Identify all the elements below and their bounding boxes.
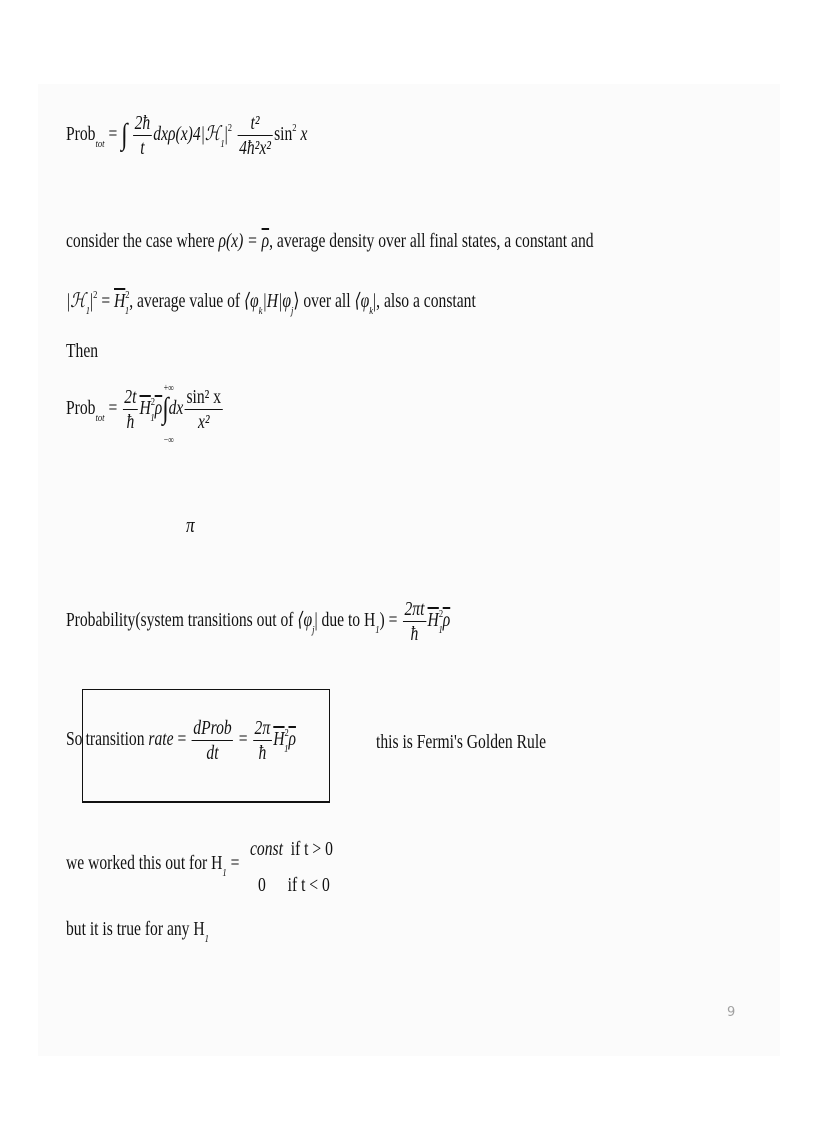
fraction — [192, 717, 234, 764]
eq-sub: k — [369, 305, 374, 317]
math: $\overline{\rho}$ — [288, 728, 296, 751]
eq-sub: j — [290, 305, 294, 317]
text: rate — [148, 728, 174, 751]
eq-sup: 2 — [150, 396, 156, 409]
eq-sub: tot — [95, 412, 105, 425]
frac-den: ħ — [126, 411, 135, 433]
lower-limit: −∞ — [163, 435, 174, 447]
math: = — [173, 728, 191, 751]
text: Probability(system transitions out of — [66, 609, 298, 632]
eq-sup: 2 — [125, 289, 130, 301]
math: $\overline{H}$ — [114, 290, 126, 312]
math: | — [314, 609, 318, 632]
eq-sup: 2 — [284, 727, 289, 740]
eq-text: x — [296, 123, 308, 146]
math: if t > 0 — [290, 838, 333, 860]
frac-den: 4ħ²x² — [239, 137, 271, 159]
eq-sub: 1 — [124, 305, 130, 317]
frac-den: dt — [206, 742, 219, 764]
frac-den: t — [140, 137, 145, 159]
integral-symbol: ∫ — [121, 118, 128, 152]
fraction — [133, 112, 152, 159]
eq-sup: 2 — [438, 608, 444, 621]
frac-den: ħ — [410, 623, 419, 645]
math: 0 — [258, 874, 266, 896]
math: if t < 0 — [287, 874, 330, 896]
math: $\overline{\rho}$ — [261, 230, 270, 252]
text: , average density over all final states, a constant and — [269, 230, 594, 252]
text: over all — [299, 290, 355, 312]
eq-sub: tot — [95, 138, 105, 151]
math: ⟨φ — [297, 609, 313, 632]
math: = — [234, 728, 252, 751]
frac-num: 2π — [254, 717, 271, 739]
math: |ℋ — [66, 290, 86, 312]
text: , also a constant — [376, 290, 476, 312]
line-h1: $|ℋ_1|^2 = \overline{H}^2_1$, average value of $⟨\varphi_k|H|\varphi_j⟩$ over all $⟨\varphi_k|$, also a constant — [66, 289, 476, 317]
text: transition — [85, 728, 149, 751]
eq-sub: 1 — [85, 305, 90, 317]
text: consider the case where — [66, 230, 219, 252]
math: = — [226, 852, 240, 874]
text: we worked this out for H — [66, 852, 223, 874]
math: ⟨φ — [243, 290, 259, 312]
frac-den: ħ — [258, 742, 267, 764]
math: $\overline{H}$ — [273, 728, 285, 751]
eq-text: = — [104, 397, 122, 420]
text: , average value of — [129, 290, 244, 312]
frac-den: x² — [197, 411, 210, 433]
eq-sub: 1 — [438, 624, 443, 637]
fraction — [238, 112, 273, 159]
line-true — [66, 918, 209, 945]
text: So — [66, 728, 83, 751]
math: dx — [168, 397, 184, 420]
math: = — [97, 290, 115, 312]
frac-num: sin² x — [186, 386, 222, 408]
math: ⟨φ — [354, 290, 370, 312]
eq-text: Prob — [66, 123, 96, 146]
text: ) = — [379, 609, 402, 632]
eq-sub: 1 — [222, 867, 227, 879]
equation-probability — [66, 598, 450, 645]
eq-sup: 2 — [227, 122, 233, 135]
eq-text: sin — [274, 123, 293, 146]
case-1 — [250, 838, 333, 861]
then-label: Then — [66, 340, 99, 362]
math: $\overline{\rho}$ — [154, 397, 163, 420]
eq-sub: 1 — [150, 412, 155, 425]
golden-rule-note: this is Fermi's Golden Rule — [376, 731, 547, 753]
equation-golden-rule — [66, 717, 296, 764]
upper-limit: +∞ — [163, 383, 174, 395]
integral-with-limits — [162, 383, 174, 447]
eq-sub: 1 — [284, 743, 289, 756]
eq-text: | — [224, 123, 228, 146]
text: due to H — [317, 609, 376, 632]
case-2 — [258, 874, 330, 897]
integral-symbol: ∫ — [162, 392, 169, 426]
math: | — [373, 290, 377, 312]
equation-prob-tot-2 — [66, 383, 224, 447]
fraction — [123, 386, 138, 433]
math: |H|φ — [262, 290, 291, 312]
pi-symbol: π — [186, 512, 195, 537]
frac-num: dProb — [193, 717, 232, 739]
math: const — [250, 838, 283, 860]
math: ⟩ — [293, 290, 300, 312]
fraction — [403, 598, 426, 645]
page-number: 9 — [727, 1005, 736, 1020]
eq-text: = — [104, 123, 122, 146]
line-consider — [66, 230, 594, 253]
eq-text: dxρ(x)4|ℋ — [153, 123, 221, 146]
eq-sub: 1 — [375, 624, 380, 637]
eq-sup: 2 — [292, 122, 297, 135]
eq-text: Prob — [66, 397, 96, 420]
eq-sub: j — [312, 624, 315, 637]
eq-sub: 1 — [220, 138, 225, 151]
math: $\overline{H}$ — [427, 609, 439, 632]
math: $\overline{H}$ — [139, 397, 151, 420]
math: ρ(x) = — [218, 230, 262, 252]
eq-sub: k — [258, 305, 263, 317]
fraction — [253, 717, 272, 764]
frac-num: t² — [238, 112, 273, 136]
frac-num: 2ħ — [134, 112, 151, 134]
line-worked — [66, 852, 240, 879]
frac-num: 2πt — [404, 598, 425, 620]
equation-prob-tot — [66, 112, 307, 159]
fraction — [185, 386, 223, 433]
frac-num: 2t — [124, 386, 137, 408]
eq-sub: 1 — [204, 933, 209, 945]
text: but it is true for any H — [66, 918, 205, 940]
eq-sup: 2 — [93, 289, 98, 301]
math: $\overline{\rho}$ — [442, 609, 451, 632]
